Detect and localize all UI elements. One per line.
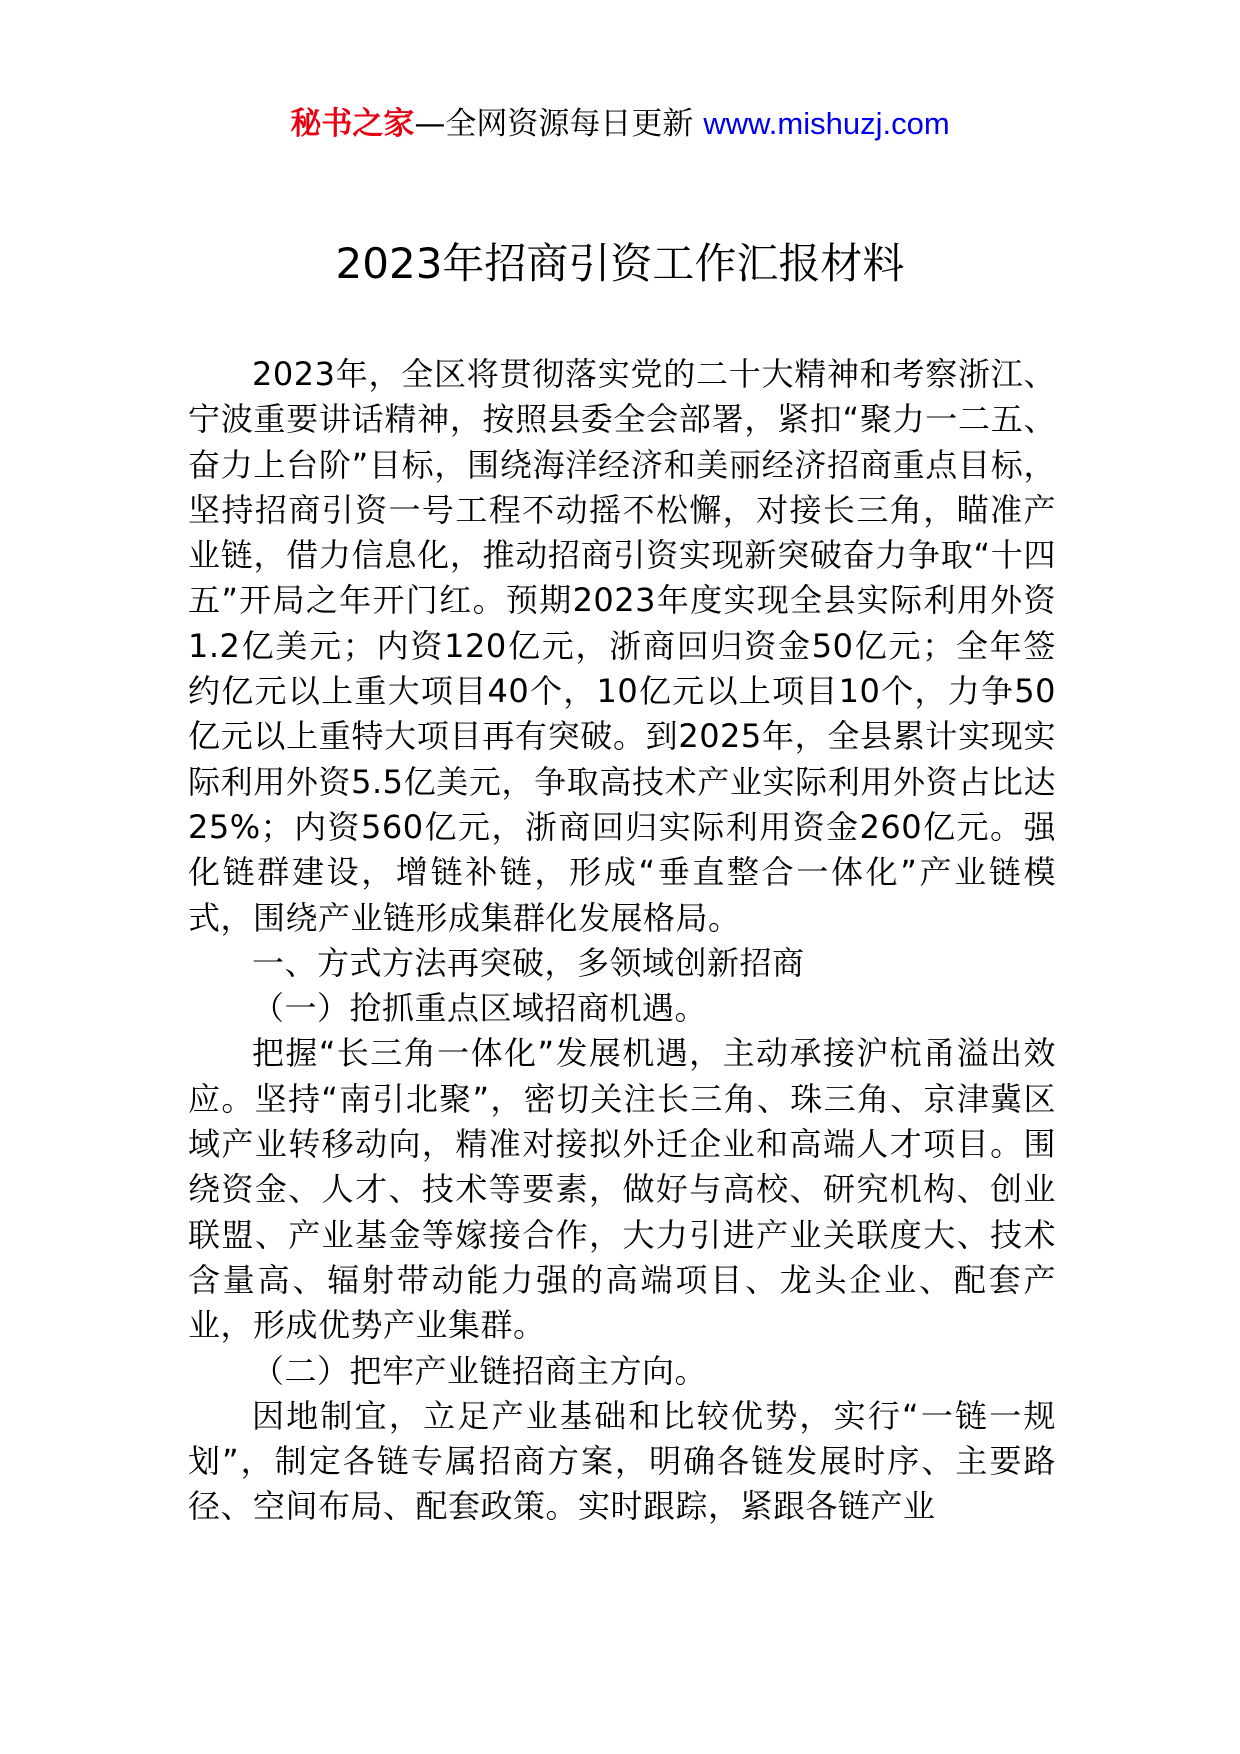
subsection-heading-1: （一）抢抓重点区域招商机遇。 [252,989,708,1028]
body-paragraph-1: 把握“长三角一体化”发展机遇，主动承接沪杭甬溢出效应。坚持“南引北聚”，密切关注长三角、珠三角、京津冀区域产业转移动向，精准对接拟外迁企业和高端人才项目。围绕资金、人才、技术等要素，做好与高校、研究机构、创业联盟、产业基金等嫁接合作，大力引进产业关联度大、技术含量高、辐射带动能力强的高端项目、龙头企业、配套产业，形成优势产业集群。 [188,1034,1056,1345]
header-tagline: —全网资源每日更新 [414,106,694,142]
body-paragraph-2: 因地制宜，立足产业基础和比较优势，实行“一链一规划”，制定各链专属招商方案，明确各链发展时序、主要路径、空间布局、配套政策。实时跟踪，紧跟各链产业 [188,1396,1056,1526]
site-header [0,102,1240,146]
section-heading-1: 一、方式方法再突破，多领域创新招商 [252,943,805,982]
brand-name: 秘书之家 [290,106,415,142]
document-body [188,352,1056,1530]
intro-paragraph: 2023年，全区将贯彻落实党的二十大精神和考察浙江、宁波重要讲话精神，按照县委全会部署，紧扣“聚力一二五、奋力上台阶”目标，围绕海洋经济和美丽经济招商重点目标，坚持招商引资一号工程不动摇不松懈，对接长三角，瞄准产业链，借力信息化，推动招商引资实现新突破奋力争取“十四五”开局之年开门红。预期2023年度实现全县实际利用外资1.2亿美元；内资120亿元，浙商回归资金50亿元；全年签约亿元以上重大项目40个，10亿元以上项目10个，力争50亿元以上重特大项目再有突破。到2025年，全县累计实现实际利用外资5.5亿美元，争取高技术产业实际利用外资占比达25%；内资560亿元，浙商回归实际利用资金260亿元。强化链群建设，增链补链，形成“垂直整合一体化”产业链模式，围绕产业链形成集群化发展格局。 [188,355,1056,937]
site-url-link[interactable]: www.mishuzj.com [703,106,950,141]
subsection-heading-2: （二）把牢产业链招商主方向。 [252,1351,708,1390]
document-title: 2023年招商引资工作汇报材料 [335,239,905,288]
